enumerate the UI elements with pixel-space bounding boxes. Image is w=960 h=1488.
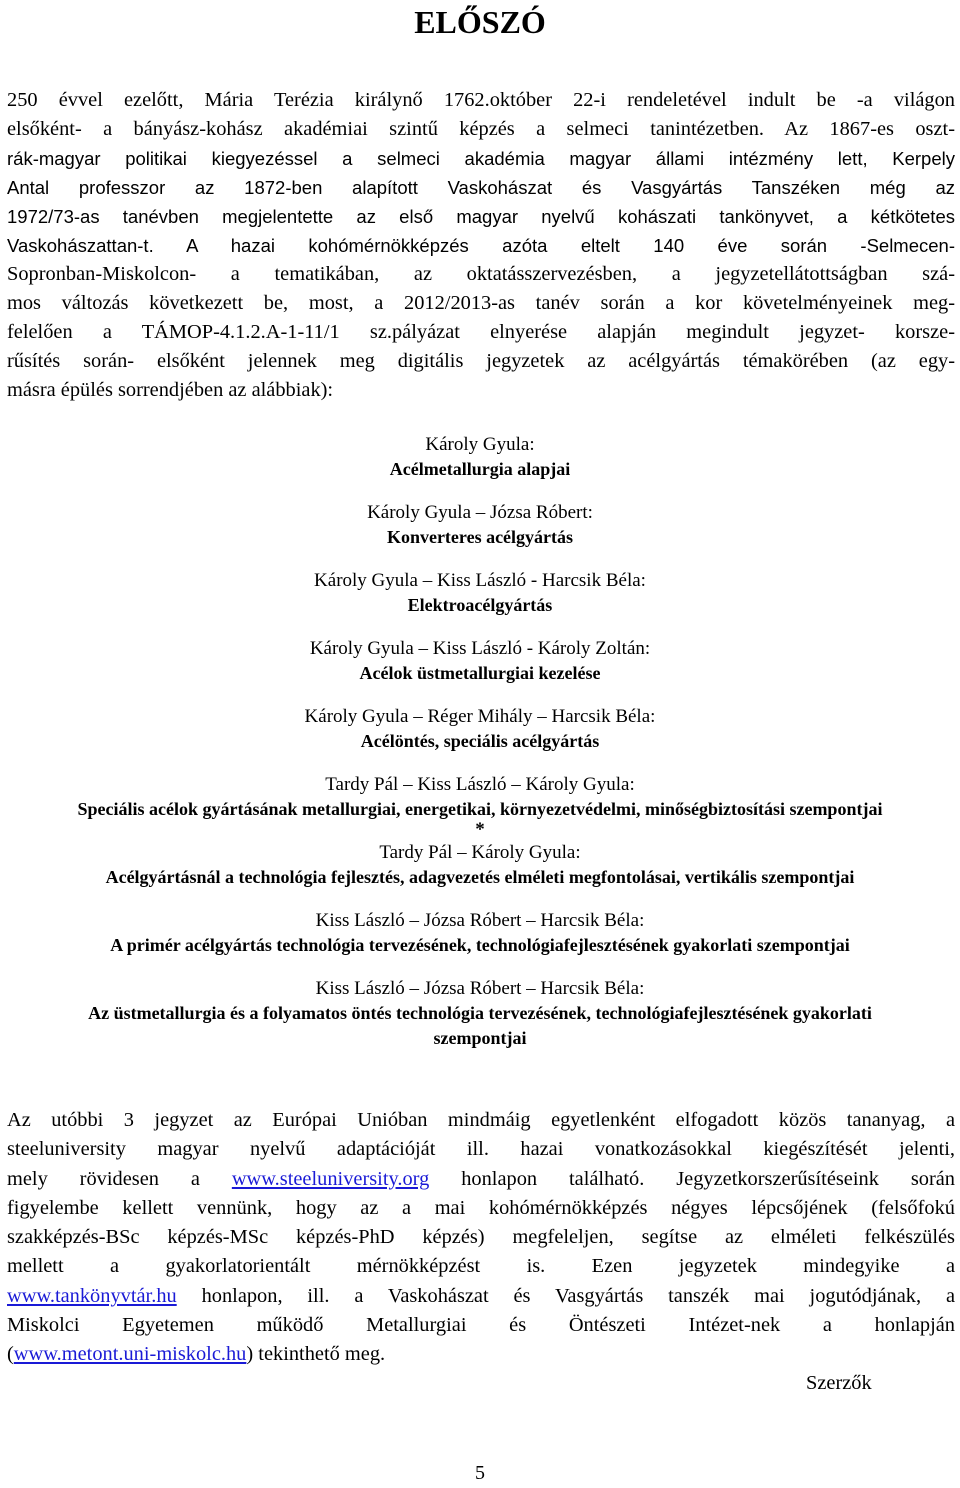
intro-line: mos változás következett be, most, a 2012/2013-as tanév során a kor követelményeinek meg- xyxy=(7,292,955,314)
book-authors: Tardy Pál – Károly Gyula: xyxy=(379,842,581,863)
closing-text: ( xyxy=(7,1343,14,1366)
closing-text: honlapon, ill. a Vaskohászat és Vasgyártás tanszék mai jogutódjának, a xyxy=(176,1284,955,1307)
book-entry xyxy=(0,568,960,618)
book-entry xyxy=(0,704,960,754)
closing-line xyxy=(7,1282,955,1311)
book-title: Elektroacélgyártás xyxy=(407,595,553,615)
book-authors: Károly Gyula – Józsa Róbert: xyxy=(367,502,593,523)
book-authors: Kiss László – Józsa Róbert – Harcsik Béla: xyxy=(315,978,645,999)
book-entry xyxy=(0,636,960,686)
intro-line: elsőként- a bányász-kohász akadémiai szintű képzés a selmeci tanintézetben. Az 1867-es oszt- xyxy=(7,118,955,140)
page-title: ELŐSZÓ xyxy=(414,4,546,40)
closing-line xyxy=(7,1165,955,1194)
intro-line: Antal professzor az 1872-ben alapított Vaskohászat és Vasgyártás Tanszéken még az xyxy=(7,177,955,198)
book-entry xyxy=(0,500,960,550)
intro-line: felelően a TÁMOP-4.1.2.A-1-11/1 sz.pályázat elnyerése alapján megindult jegyzet- korsze- xyxy=(7,321,955,343)
book-entry xyxy=(0,908,960,958)
intro-line: 1972/73-as tanévben megjelentette az első magyar nyelvű kohászati tankönyvet, a kétkötetes xyxy=(7,206,955,227)
closing-paragraph xyxy=(7,1106,955,1370)
book-title: Acélmetallurgia alapjai xyxy=(389,459,571,479)
book-entry xyxy=(0,976,960,1051)
closing-line: steeluniversity magyar nyelvű adaptációját ill. hazai vonatkozásokkal kiegészítését jelenti, xyxy=(7,1138,955,1161)
intro-line: 250 évvel ezelőtt, Mária Terézia királynő 1762.október 22-i rendeletével indult be -a világon xyxy=(7,89,955,111)
book-title: Speciális acélok gyártásának metallurgiai, energetikai, környezetvédelmi, minőségbiztosítási szempontjai xyxy=(77,799,883,819)
intro-line: rák-magyar politikai kiegyezéssel a selmeci akadémia magyar állami intézmény lett, Kerpely xyxy=(7,148,955,169)
book-title: Konverteres acélgyártás xyxy=(386,527,574,547)
closing-line: szakképzés-BSc képzés-MSc képzés-PhD képzés) megfeleljen, segítse az elméleti felkészülés xyxy=(7,1226,955,1249)
steeluniversity-link[interactable]: www.steeluniversity.org xyxy=(231,1167,430,1190)
intro-paragraph xyxy=(7,86,955,405)
book-authors: Károly Gyula – Réger Mihály – Harcsik Béla: xyxy=(304,706,656,727)
book-title: Acélok üstmetallurgiai kezelése xyxy=(359,663,601,683)
book-title: Az üstmetallurgia és a folyamatos öntés technológia tervezésének, technológiafejlesztésének gyakorlati szempontjai xyxy=(88,1003,872,1048)
book-entry xyxy=(0,840,960,890)
closing-line: figyelembe kellett vennünk, hogy az a mai kohómérnökképzés négyes lépcsőjének (felsőfokú xyxy=(7,1196,955,1219)
signature: Szerzők xyxy=(806,1372,872,1394)
book-title: Acélöntés, speciális acélgyártás xyxy=(360,731,600,751)
book-title: A primér acélgyártás technológia tervezésének, technológiafejlesztésének gyakorlati szempontjai xyxy=(110,935,850,955)
book-authors: Kiss László – Józsa Róbert – Harcsik Béla: xyxy=(315,910,645,931)
book-entry xyxy=(0,432,960,482)
closing-line xyxy=(7,1340,955,1369)
book-authors: Károly Gyula – Kiss László - Harcsik Béla: xyxy=(314,570,646,591)
book-authors: Károly Gyula – Kiss László - Károly Zoltán: xyxy=(309,638,651,659)
book-title: Acélgyártásnál a technológia fejlesztés, adagvezetés elméleti megfontolásai, vertikális szempontjai xyxy=(105,867,855,887)
page-number: 5 xyxy=(475,1462,485,1484)
intro-line: másra épülés sorrendjében az alábbiak): xyxy=(7,379,334,401)
metont-link[interactable]: www.metont.uni-miskolc.hu xyxy=(13,1343,247,1366)
book-authors: Tardy Pál – Kiss László – Károly Gyula: xyxy=(325,774,635,795)
closing-text: honlapon található. Jegyzetkorszerűsítéseink során xyxy=(429,1167,955,1190)
book-list xyxy=(0,432,960,1069)
closing-text: ) tekinthető meg. xyxy=(246,1343,386,1366)
intro-line: Sopronban-Miskolcon- a tematikában, az oktatásszervezésben, a jegyzetellátottságban szá- xyxy=(7,263,955,285)
closing-text: mely rövidesen a xyxy=(7,1167,232,1190)
book-entry xyxy=(0,772,960,840)
book-authors: Károly Gyula: xyxy=(425,434,535,455)
intro-line: rűsítés során- elsőként jelennek meg digitális jegyzetek az acélgyártás témakörében (az egy- xyxy=(7,350,955,372)
tankonyvtar-link[interactable]: www.tankönyvtár.hu xyxy=(7,1284,177,1307)
closing-line: mellett a gyakorlatorientált mérnökképzést is. Ezen jegyzetek mindegyike a xyxy=(7,1255,955,1278)
intro-line: Vaskohászattan-t. A hazai kohómérnökképzés azóta eltelt 140 éve során -Selmecen- xyxy=(7,235,955,256)
closing-line: Miskolci Egyetemen működő Metallurgiai és Öntészeti Intézet-nek a honlapján xyxy=(7,1314,955,1337)
separator-asterisk: * xyxy=(475,819,485,840)
closing-line: Az utóbbi 3 jegyzet az Európai Unióban mindmáig egyetlenként elfogadott közös tananyag, a xyxy=(7,1109,955,1131)
